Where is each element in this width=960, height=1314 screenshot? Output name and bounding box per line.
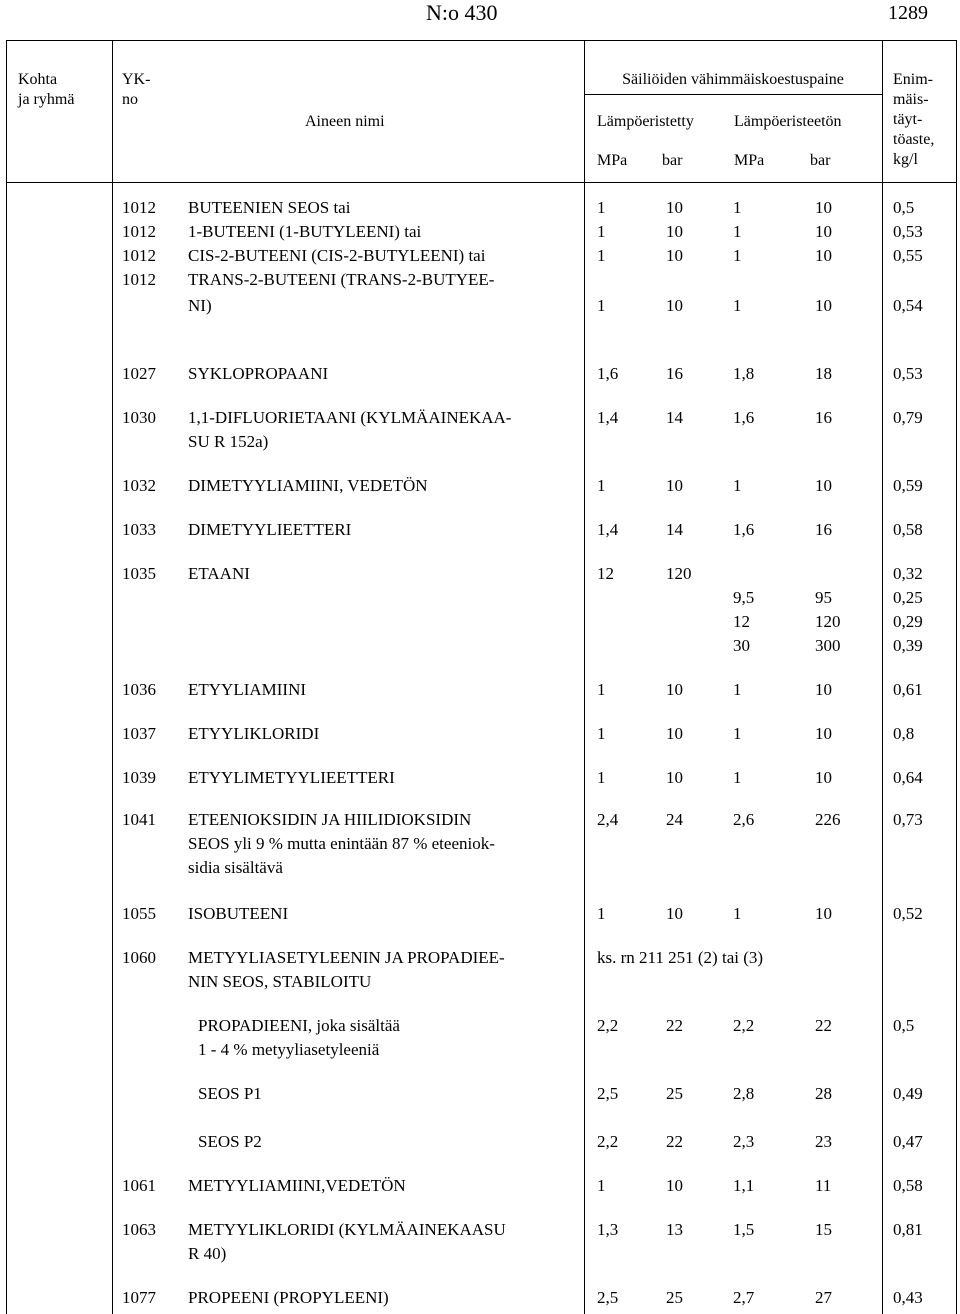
row-value: 25 (666, 1084, 683, 1103)
header-unit: bar (662, 152, 683, 169)
row-name: ETYYLIAMIINI (188, 680, 307, 699)
row-value: 0,53 (893, 222, 923, 241)
header-bottom-border (6, 182, 956, 183)
row-value: 1,5 (733, 1220, 755, 1239)
row-note: ks. rn 211 251 (2) tai (3) (597, 948, 764, 967)
row-code: 1012 (122, 198, 156, 217)
row-code: 1012 (122, 246, 156, 265)
row-code: 1030 (122, 408, 156, 427)
row-code: 1036 (122, 680, 156, 699)
row-code: 1012 (122, 222, 156, 241)
row-value: 1 (733, 198, 742, 217)
row-value: 1 (733, 246, 742, 265)
row-name: ETYYLIKLORIDI (188, 724, 320, 743)
row-name: R 40) (188, 1244, 227, 1263)
page-header (0, 0, 960, 38)
row-name: NIN SEOS, STABILOITU (188, 972, 372, 991)
row-value: 0,29 (893, 612, 923, 631)
row-value: 1,4 (597, 520, 619, 539)
row-code: 1061 (122, 1176, 156, 1195)
row-value: 14 (666, 520, 683, 539)
row-value: 0,53 (893, 364, 923, 383)
row-code: 1055 (122, 904, 156, 923)
row-name: DIMETYYLIAMIINI, VEDETÖN (188, 476, 428, 495)
row-name: PROPEENI (PROPYLEENI) (188, 1288, 389, 1307)
row-value: 1 (597, 296, 606, 315)
row-value: 22 (666, 1132, 683, 1151)
row-value: 2,7 (733, 1288, 755, 1307)
row-value: 0,55 (893, 246, 923, 265)
header-ykno: no (122, 91, 138, 108)
row-code: 1077 (122, 1288, 156, 1307)
header-kohta: Kohta (18, 71, 58, 88)
row-name: METYYLIAMIINI,VEDETÖN (188, 1176, 406, 1195)
column-divider (882, 40, 883, 1314)
row-value: 120 (815, 612, 841, 631)
row-name: 1-BUTEENI (1-BUTYLEENI) tai (188, 222, 422, 241)
row-name: BUTEENIEN SEOS tai (188, 198, 351, 217)
row-code: 1060 (122, 948, 156, 967)
row-value: 15 (815, 1220, 832, 1239)
row-value: 0,52 (893, 904, 923, 923)
row-value: 95 (815, 588, 832, 607)
row-value: 10 (815, 198, 832, 217)
row-value: 1,6 (733, 408, 755, 427)
row-value: 120 (666, 564, 692, 583)
row-value: 0,59 (893, 476, 923, 495)
row-value: 10 (815, 296, 832, 315)
row-value: 25 (666, 1288, 683, 1307)
row-code: 1033 (122, 520, 156, 539)
row-value: 1 (597, 680, 606, 699)
row-value: 1 (733, 904, 742, 923)
row-value: 0,5 (893, 198, 915, 217)
row-code: 1032 (122, 476, 156, 495)
row-value: 18 (815, 364, 832, 383)
row-value: 28 (815, 1084, 832, 1103)
row-name: SYKLOPROPAANI (188, 364, 329, 383)
row-value: 14 (666, 408, 683, 427)
row-value: 1 (733, 724, 742, 743)
row-value: 0,49 (893, 1084, 923, 1103)
row-value: 10 (666, 680, 683, 699)
row-code: 1035 (122, 564, 156, 583)
table-right-border (956, 40, 957, 1314)
row-value: 2,5 (597, 1084, 619, 1103)
row-value: 1,6 (733, 520, 755, 539)
header-kohta: ja ryhmä (18, 91, 75, 108)
row-value: 2,2 (597, 1132, 619, 1151)
row-name: SU R 152a) (188, 432, 269, 451)
row-value: 0,58 (893, 520, 923, 539)
header-unit: bar (810, 152, 831, 169)
row-value: 10 (666, 1176, 683, 1195)
row-name: METYYLIKLORIDI (KYLMÄAINEKAASU (188, 1220, 506, 1239)
row-code: 1037 (122, 724, 156, 743)
row-value: 27 (815, 1288, 832, 1307)
row-name: 1 - 4 % metyyliasetyleeniä (198, 1040, 380, 1059)
row-value: 1,6 (597, 364, 619, 383)
row-name: PROPADIEENI, joka sisältää (198, 1016, 400, 1035)
row-value: 10 (815, 768, 832, 787)
page-number: 1289 (888, 2, 928, 24)
row-value: 10 (666, 246, 683, 265)
header-uninsulated: Lämpöeristeetön (734, 113, 842, 130)
row-value: 10 (815, 680, 832, 699)
row-value: 0,43 (893, 1288, 923, 1307)
row-value: 22 (666, 1016, 683, 1035)
row-value: 2,3 (733, 1132, 755, 1151)
row-value: 300 (815, 636, 841, 655)
header-max-fill: täyt- (893, 111, 923, 128)
row-value: 12 (733, 612, 750, 631)
row-value: 0,47 (893, 1132, 923, 1151)
row-value: 30 (733, 636, 750, 655)
pressure-subheader-line (584, 94, 882, 95)
row-name: ETYYLIMETYYLIEETTERI (188, 768, 395, 787)
row-value: 10 (666, 476, 683, 495)
row-value: 16 (666, 364, 683, 383)
row-value: 16 (815, 520, 832, 539)
row-value: 0,5 (893, 1016, 915, 1035)
row-value: 11 (815, 1176, 832, 1195)
header-name: Aineen nimi (305, 113, 385, 130)
row-value: 0,81 (893, 1220, 923, 1239)
row-name: METYYLIASETYLEENIN JA PROPADIEE- (188, 948, 505, 967)
row-value: 0,64 (893, 768, 923, 787)
row-value: 0,54 (893, 296, 923, 315)
row-value: 0,25 (893, 588, 923, 607)
row-name: SEOS P2 (198, 1132, 262, 1151)
header-insulated: Lämpöeristetty (597, 113, 694, 130)
row-value: 1 (733, 680, 742, 699)
row-value: 1 (733, 476, 742, 495)
header-ykno: YK- (122, 71, 151, 88)
row-code: 1039 (122, 768, 156, 787)
row-value: 10 (666, 904, 683, 923)
row-value: 0,58 (893, 1176, 923, 1195)
row-value: 0,32 (893, 564, 923, 583)
header-max-fill: Enim- (893, 71, 933, 88)
row-value: 10 (815, 904, 832, 923)
row-value: 226 (815, 810, 841, 829)
row-value: 1 (597, 724, 606, 743)
row-value: 10 (666, 222, 683, 241)
row-value: 10 (666, 724, 683, 743)
row-value: 2,4 (597, 810, 619, 829)
table-top-border (6, 40, 956, 41)
row-name: NI) (188, 296, 212, 315)
row-name: ETEENIOKSIDIN JA HIILIDIOKSIDIN (188, 810, 472, 829)
row-value: 10 (815, 476, 832, 495)
row-value: 10 (815, 222, 832, 241)
row-value: 1,1 (733, 1176, 755, 1195)
header-unit: MPa (597, 152, 628, 169)
row-code: 1027 (122, 364, 156, 383)
row-value: 2,2 (597, 1016, 619, 1035)
row-name: ETAANI (188, 564, 250, 583)
row-value: 2,2 (733, 1016, 755, 1035)
header-max-fill: kg/l (893, 151, 918, 168)
row-value: 1 (597, 1176, 606, 1195)
row-value: 9,5 (733, 588, 755, 607)
row-name: CIS-2-BUTEENI (CIS-2-BUTYLEENI) tai (188, 246, 486, 265)
row-value: 0,61 (893, 680, 923, 699)
row-value: 1 (597, 768, 606, 787)
row-name: SEOS yli 9 % mutta enintään 87 % eteeniok- (188, 834, 495, 853)
row-code: 1041 (122, 810, 156, 829)
row-name: ISOBUTEENI (188, 904, 289, 923)
row-value: 1,3 (597, 1220, 619, 1239)
row-value: 23 (815, 1132, 832, 1151)
header-unit: MPa (734, 152, 765, 169)
row-value: 13 (666, 1220, 683, 1239)
row-code: 1063 (122, 1220, 156, 1239)
header-max-fill: mäis- (893, 91, 929, 108)
page-title: N:o 430 (426, 0, 498, 25)
row-value: 0,79 (893, 408, 923, 427)
row-value: 1 (597, 222, 606, 241)
row-value: 10 (666, 296, 683, 315)
row-value: 24 (666, 810, 683, 829)
row-name: sidia sisältävä (188, 858, 283, 877)
row-value: 1 (733, 296, 742, 315)
table-left-border (6, 40, 7, 1314)
row-value: 1 (597, 476, 606, 495)
row-value: 1 (597, 198, 606, 217)
row-name: 1,1-DIFLUORIETAANI (KYLMÄAINEKAA- (188, 408, 512, 427)
row-value: 12 (597, 564, 614, 583)
row-name: DIMETYYLIEETTERI (188, 520, 352, 539)
row-value: 1 (733, 768, 742, 787)
row-name: TRANS-2-BUTEENI (TRANS-2-BUTYEE- (188, 270, 495, 289)
row-value: 1 (597, 904, 606, 923)
row-value: 2,8 (733, 1084, 755, 1103)
row-value: 2,6 (733, 810, 755, 829)
row-value: 10 (815, 246, 832, 265)
row-value: 16 (815, 408, 832, 427)
column-divider (112, 40, 113, 1314)
row-value: 2,5 (597, 1288, 619, 1307)
row-value: 22 (815, 1016, 832, 1035)
row-code: 1012 (122, 270, 156, 289)
row-name: SEOS P1 (198, 1084, 262, 1103)
header-pressure: Säiliöiden vähimmäiskoestuspaine (622, 71, 844, 88)
row-value: 0,8 (893, 724, 915, 743)
header-max-fill: töaste, (893, 131, 935, 148)
row-value: 1,4 (597, 408, 619, 427)
row-value: 1 (597, 246, 606, 265)
row-value: 1 (733, 222, 742, 241)
row-value: 0,39 (893, 636, 923, 655)
row-value: 10 (666, 768, 683, 787)
row-value: 10 (666, 198, 683, 217)
row-value: 0,73 (893, 810, 923, 829)
column-divider (584, 40, 585, 1314)
row-value: 10 (815, 724, 832, 743)
row-value: 1,8 (733, 364, 755, 383)
